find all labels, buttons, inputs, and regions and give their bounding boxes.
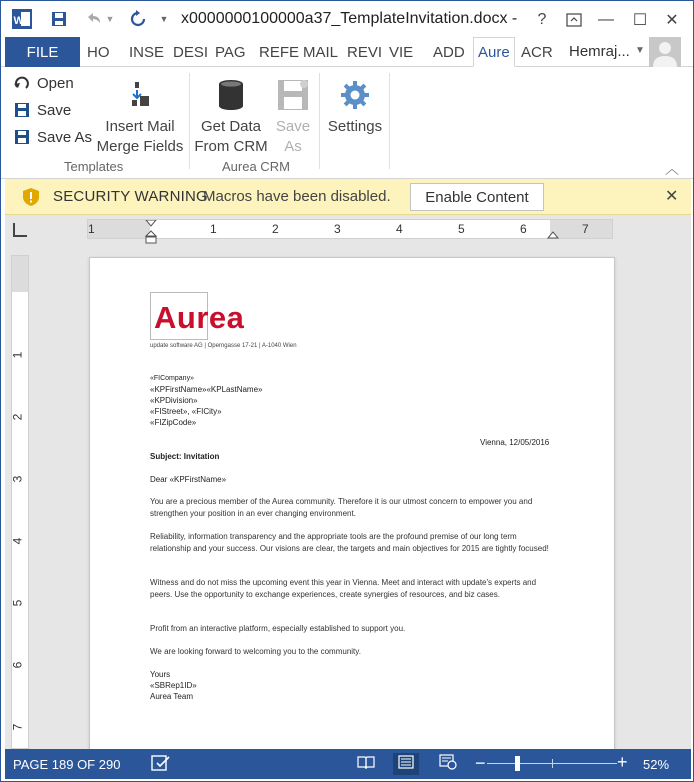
letter-team: Aurea Team <box>150 692 193 701</box>
ruler-number: 2 <box>10 413 25 421</box>
tab-design[interactable]: DESI <box>173 43 209 61</box>
horizontal-ruler[interactable] <box>87 219 613 239</box>
tab-view[interactable]: VIE <box>389 43 414 61</box>
tab-review[interactable]: REVI <box>347 43 383 61</box>
print-layout-icon <box>398 755 414 774</box>
save-label: Save <box>37 101 72 119</box>
ruler-number: 7 <box>10 723 25 731</box>
security-warning-bar <box>5 179 691 215</box>
ruler-number: 3 <box>10 475 25 483</box>
tab-references[interactable]: REFE <box>259 43 300 61</box>
user-avatar[interactable] <box>649 37 681 67</box>
zoom-in-button[interactable]: + <box>617 752 628 772</box>
tab-insert[interactable]: INSE <box>129 43 165 61</box>
tab-aurea[interactable]: Aure <box>473 37 515 67</box>
ruler-number: 5 <box>458 222 465 236</box>
shield-warning-icon <box>21 187 41 207</box>
get-data-label-2: From CRM <box>194 138 268 155</box>
collapse-ribbon-icon[interactable]: ︿ <box>665 161 679 177</box>
close-icon[interactable]: ✕ <box>665 188 679 205</box>
open-button[interactable] <box>13 71 74 95</box>
vertical-ruler[interactable] <box>11 255 29 749</box>
letter-salutation: Dear «KPFirstName» <box>150 475 227 484</box>
indent-markers[interactable] <box>144 220 158 246</box>
save-as-icon <box>13 128 31 146</box>
letter-signature-field: «SBRep1ID» <box>150 681 197 690</box>
save-as-label: Save As <box>37 128 93 146</box>
print-layout-button[interactable] <box>393 753 419 775</box>
aurea-crm-group-label: Aurea CRM <box>222 159 290 174</box>
ruler-number: 1 <box>10 351 25 359</box>
crm-save-as-button[interactable] <box>271 77 315 157</box>
tab-page-layout[interactable]: PAG <box>215 43 246 61</box>
letter-paragraph: Witness and do not miss the upcoming event this year in Vienna. Meet and interact with update's experts and peers. Use the opportunity to exchange experiences, create synergies of resources, and biz cases. <box>150 578 537 599</box>
ruler-top-margin <box>12 256 28 292</box>
group-separator <box>319 73 320 169</box>
status-bar <box>5 749 691 779</box>
read-mode-icon <box>357 755 375 774</box>
letter-paragraph: Profit from an interactive platform, especially established to support you. <box>150 624 406 633</box>
address-line: «FIZipCode» <box>150 418 197 427</box>
qat-customize-icon[interactable]: ▼ <box>159 14 169 24</box>
group-separator <box>189 73 190 169</box>
templates-group-label: Templates <box>64 159 124 174</box>
repeat-icon[interactable] <box>127 9 149 29</box>
security-warning-message: Macros have been disabled. <box>203 188 391 205</box>
undo-dropdown-icon[interactable]: ▼ <box>105 14 115 24</box>
letter-paragraph: Reliability, information transparency and the appropriate tools are the profound premise of our long term relationship and your success. Our visions are clear, the targets and main objectives for 2015 are tightly focused! <box>150 532 549 553</box>
zoom-slider-center-mark <box>552 759 553 768</box>
tab-acrobat[interactable]: ACR <box>521 43 553 61</box>
insert-mail-merge-fields-button[interactable] <box>95 77 185 157</box>
web-layout-icon <box>439 754 457 775</box>
address-line: «FICompany» <box>150 375 194 382</box>
insert-fields-icon <box>122 77 158 113</box>
minimize-button[interactable]: — <box>598 11 614 28</box>
security-warning-title: SECURITY WARNING <box>53 188 208 205</box>
web-layout-button[interactable] <box>435 753 461 775</box>
open-label: Open <box>37 74 74 92</box>
logo-address: update software AG | Operngasse 17-21 | A-1040 Wien <box>150 343 297 349</box>
word-app-icon[interactable] <box>11 9 33 29</box>
crm-save-as-label-1: Save <box>275 118 311 135</box>
ruler-number: 4 <box>10 537 25 545</box>
save-as-template-button[interactable] <box>13 125 92 149</box>
tab-mailings[interactable]: MAIL <box>303 43 339 61</box>
right-indent-marker[interactable] <box>546 230 560 240</box>
tab-file[interactable]: FILE <box>5 37 80 67</box>
letter-date: Vienna, 12/05/2016 <box>480 438 550 447</box>
user-dropdown-icon[interactable]: ▼ <box>635 45 645 56</box>
zoom-level[interactable]: 52% <box>643 757 670 772</box>
save-icon <box>13 101 31 119</box>
settings-label: Settings <box>327 118 383 135</box>
ruler-number: 5 <box>10 599 25 607</box>
crm-save-as-label-2: As <box>284 138 302 155</box>
tab-add-ins[interactable]: ADD <box>433 43 465 61</box>
window-title: x0000000100000a37_TemplateInvitation.docx - <box>181 10 518 27</box>
ruler-number: 2 <box>272 222 279 236</box>
close-button[interactable]: ✕ <box>665 12 679 29</box>
address-line: «FIStreet», «FICity» <box>150 407 222 416</box>
get-data-from-crm-button[interactable] <box>193 77 269 157</box>
ruler-number: 7 <box>582 222 589 236</box>
save-icon[interactable] <box>49 9 69 29</box>
ruler-number: 3 <box>334 222 341 236</box>
svg-text:W: W <box>13 15 24 27</box>
settings-button[interactable] <box>323 77 387 137</box>
ruler-number: 4 <box>396 222 403 236</box>
insert-mail-merge-label-1: Insert Mail <box>105 118 175 135</box>
ribbon-display-options-button[interactable] <box>559 9 589 31</box>
save-disabled-icon <box>275 77 311 113</box>
maximize-button[interactable]: ☐ <box>632 12 648 29</box>
letter-paragraph: You are a precious member of the Aurea community. Therefore it is our utmost concern to empower you and strengthen your position in an ever changing environment. <box>150 497 533 518</box>
tab-selector[interactable] <box>13 223 27 237</box>
address-line: «KPFirstName»«KPLastName» <box>150 385 263 394</box>
ruler-number: 6 <box>10 661 25 669</box>
zoom-out-button[interactable]: − <box>475 753 486 773</box>
zoom-slider-thumb[interactable] <box>515 756 520 771</box>
ribbon <box>1 67 693 179</box>
help-button[interactable]: ? <box>537 11 547 28</box>
letter-paragraph: We are looking forward to welcoming you to the community. <box>150 647 361 656</box>
open-icon <box>13 74 31 92</box>
enable-content-button[interactable]: Enable Content <box>410 183 544 211</box>
gear-icon <box>337 77 373 113</box>
ruler-left-margin <box>88 220 150 238</box>
read-mode-button[interactable] <box>353 753 379 775</box>
proofing-icon[interactable] <box>151 755 171 773</box>
tab-home[interactable]: HO <box>87 43 110 61</box>
ruler-number: 1 <box>210 222 217 236</box>
user-account-name[interactable]: Hemraj... <box>569 43 630 60</box>
get-data-label-1: Get Data <box>200 118 262 135</box>
page-number-indicator[interactable]: PAGE 189 OF 290 <box>13 757 121 772</box>
ruler-number: 1 <box>88 222 95 236</box>
letter-subject: Subject: Invitation <box>150 452 220 461</box>
aurea-logo: Aurea <box>154 300 245 335</box>
title-bar <box>1 1 693 37</box>
ruler-number: 6 <box>520 222 527 236</box>
undo-icon[interactable] <box>83 9 103 29</box>
ribbon-tabs <box>1 37 693 67</box>
document-page[interactable] <box>89 257 615 749</box>
letter-closing: Yours <box>150 670 171 679</box>
group-separator <box>389 73 390 169</box>
document-area <box>5 215 691 749</box>
database-icon <box>213 77 249 113</box>
address-line: «KPDivision» <box>150 396 198 405</box>
insert-mail-merge-label-2: Merge Fields <box>96 138 184 155</box>
save-template-button[interactable] <box>13 98 71 122</box>
